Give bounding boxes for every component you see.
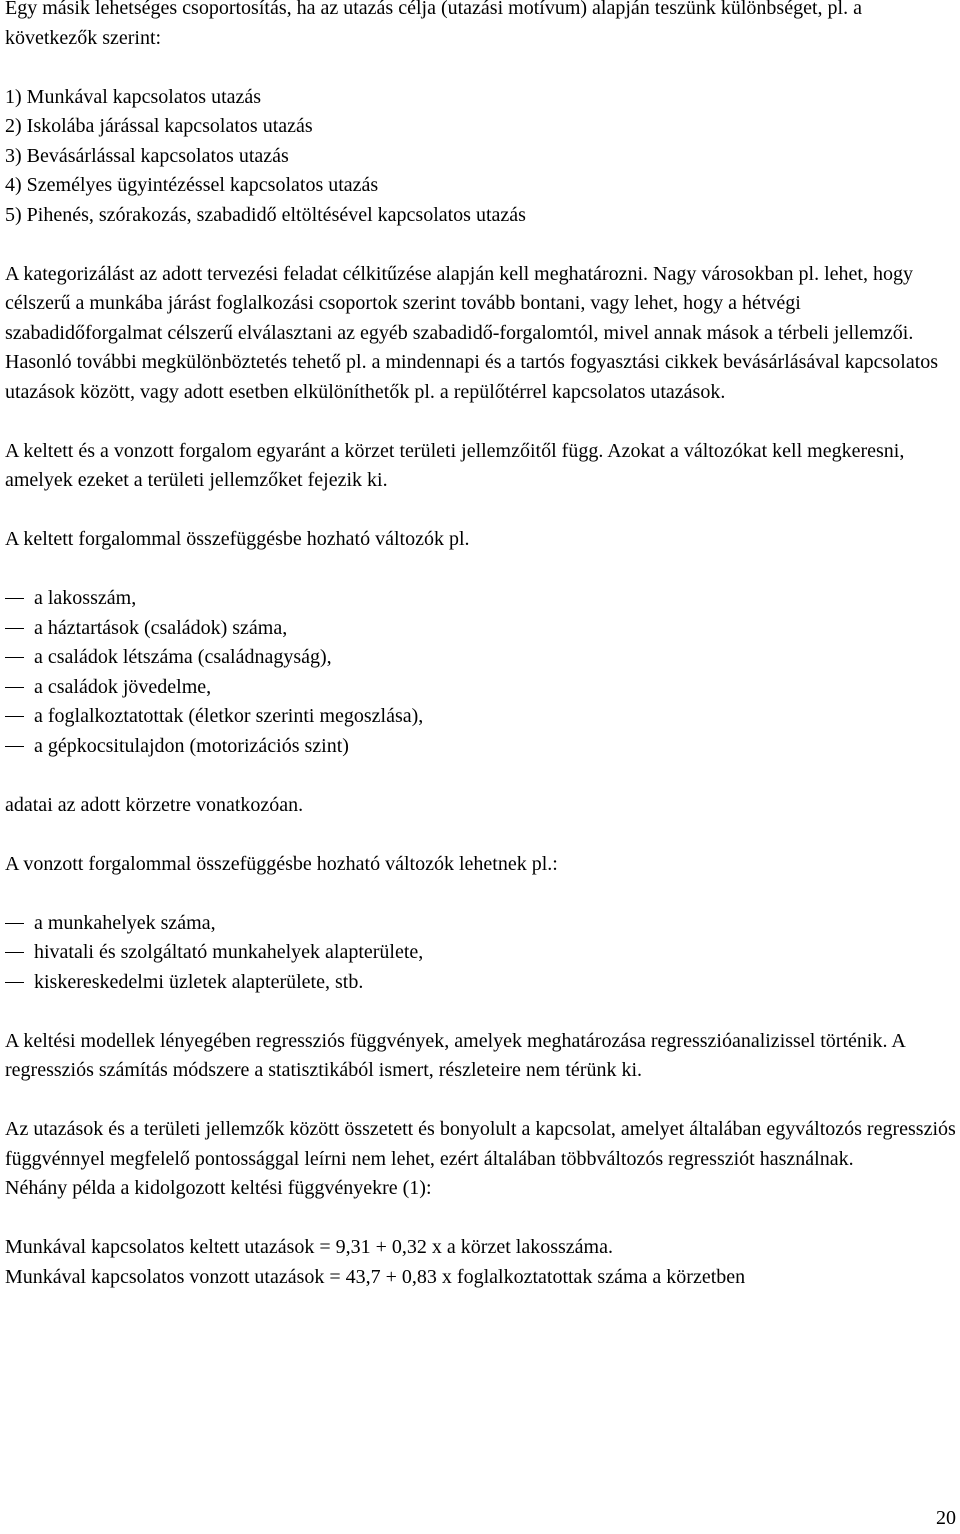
spacer <box>5 407 957 437</box>
list-item: a családok létszáma (családnagyság), <box>5 643 957 673</box>
dash-bullet <box>5 628 24 629</box>
generated-variables-list <box>5 584 957 761</box>
motive-item: 2) Iskolába járással kapcsolatos utazás <box>5 115 313 137</box>
dash-bullet <box>5 982 24 983</box>
dash-bullet <box>5 687 24 688</box>
list-item: a foglalkoztatottak (életkor szerinti megoszlása), <box>5 702 957 732</box>
models-paragraph: A keltési modellek lényegében regressziós függvények, amelyek meghatározása regresszióanalizissel történik. A regressziós számítás módszere a statisztikából ismert, részleteire nem térünk ki. <box>5 1029 905 1081</box>
spacer <box>5 230 957 260</box>
list-item: a lakosszám, <box>5 584 957 614</box>
complexity-paragraph: Az utazások és a területi jellemzők között összetett és bonyolult a kapcsolat, amelyet általában egyváltozós regressziós függvénnyel megfelelő pontossággal leírni nem lehet, ezért általában többváltozós regressziót használnak. <box>5 1118 956 1170</box>
page-number: 20 <box>936 1507 956 1529</box>
formula-attracted: Munkával kapcsolatos vonzott utazások = 43,7 + 0,83 x foglalkoztatottak száma a körzetben <box>5 1265 746 1288</box>
spacer <box>5 879 957 909</box>
list-item: hivatali és szolgáltató munkahelyek alapterülete, <box>5 938 957 968</box>
attracted-variables-lead: A vonzott forgalommal összefüggésbe hozható változók lehetnek pl.: <box>5 852 558 875</box>
formula-generated: Munkával kapcsolatos keltett utazások = 9,31 + 0,32 x a körzet lakosszáma. <box>5 1236 613 1258</box>
spacer <box>5 761 957 791</box>
dash-bullet <box>5 952 24 953</box>
spacer <box>5 496 957 526</box>
list-item: kiskereskedelmi üzletek alapterülete, stb. <box>5 968 957 998</box>
categorization-paragraph: A kategorizálást az adott tervezési feladat célkitűzése alapján kell meghatározni. Nagy városokban pl. lehet, hogy célszerű a munkába járást foglalkozási csoportok szerint tovább bontani, vagy lehet, hogy a hétvégi szabadidőforgalmat célszerű elválasztani az egyéb szabadidő-forgalomtól, mivel annak mások a térbeli jellemzői. Hasonló további megkülönböztetés tehető pl. a mindennapi és a tartós fogyasztási cikkek bevásárlásával kapcsolatos utazások között, vagy adott esetben elkülöníthetők pl. a repülőtérrel kapcsolatos utazások. <box>5 262 939 403</box>
dash-bullet <box>5 923 24 924</box>
list-item: a munkahelyek száma, <box>5 909 957 939</box>
generated-variables-tail: adatai az adott körzetre vonatkozóan. <box>5 793 304 816</box>
spacer <box>5 1086 957 1116</box>
dash-bullet <box>5 657 24 658</box>
spacer <box>5 997 957 1027</box>
list-item: a háztartások (családok) száma, <box>5 614 957 644</box>
spacer <box>5 555 957 585</box>
motive-item: 3) Bevásárlással kapcsolatos utazás <box>5 144 289 167</box>
intro-paragraph: Egy másik lehetséges csoportosítás, ha az utazás célja (utazási motívum) alapján teszünk különbséget, pl. a következők szerint: <box>5 0 862 49</box>
dash-bullet <box>5 716 24 717</box>
attracted-variables-list <box>5 909 957 998</box>
examples-lead: Néhány példa a kidolgozott keltési függvényekre (1): <box>5 1177 432 1199</box>
dash-bullet <box>5 598 24 599</box>
dash-bullet <box>5 746 24 747</box>
motive-item: 4) Személyes ügyintézéssel kapcsolatos utazás <box>5 174 379 196</box>
motive-item: 1) Munkával kapcsolatos utazás <box>5 85 262 108</box>
generated-variables-lead: A keltett forgalommal összefüggésbe hozható változók pl. <box>5 528 470 550</box>
spacer <box>5 820 957 850</box>
list-item: a családok jövedelme, <box>5 673 957 703</box>
generated-attracted-paragraph: A keltett és a vonzott forgalom egyaránt a körzet területi jellemzőitől függ. Azokat a változókat kell megkeresni, amelyek ezeket a területi jellemzőket fejezik ki. <box>5 439 905 491</box>
list-item: a gépkocsitulajdon (motorizációs szint) <box>5 732 957 762</box>
spacer <box>5 53 957 83</box>
motive-item: 5) Pihenés, szórakozás, szabadidő eltöltésével kapcsolatos utazás <box>5 203 526 226</box>
document-page <box>5 0 957 1292</box>
motive-list <box>5 83 957 231</box>
spacer <box>5 1204 957 1234</box>
